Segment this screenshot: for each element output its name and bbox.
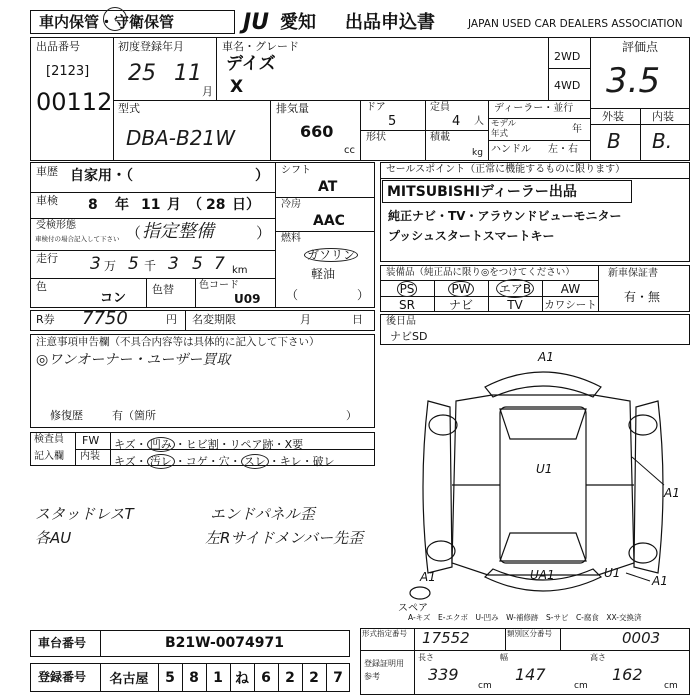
color-label: 色 — [36, 280, 47, 293]
first-registration-year: 25 — [128, 61, 156, 86]
capacity-label: 定員 — [430, 102, 450, 113]
rule — [30, 218, 276, 219]
car-name: デイズ — [226, 54, 276, 74]
term-separator: ・ — [218, 438, 230, 451]
fuel-label: 燃料 — [281, 233, 301, 244]
shift-label: シフト — [281, 165, 311, 176]
rule — [75, 432, 76, 466]
registration-char: 2 — [309, 669, 319, 686]
color-code-label: 色コード — [199, 280, 239, 291]
height-label: 高さ — [590, 653, 606, 662]
length-label: 長さ — [418, 653, 434, 662]
shift-value: AT — [318, 179, 338, 195]
association-name: JAPAN USED CAR DEALERS ASSOCIATION — [468, 18, 683, 30]
rule — [216, 37, 217, 100]
inspection-term: 破レ — [312, 455, 335, 468]
displacement-label: 排気量 — [276, 102, 309, 115]
width-label: 幅 — [500, 653, 508, 662]
rule — [30, 278, 276, 279]
lot-bracket-number: [2123] — [46, 64, 90, 79]
spare-label: スペア — [398, 603, 428, 614]
rule — [488, 100, 489, 161]
model-year-label-1: モデル — [491, 119, 517, 129]
damage-mark: A1 — [420, 570, 436, 584]
rule — [185, 310, 186, 331]
displacement-unit: cc — [344, 145, 355, 156]
transfer-month-unit: 月 — [300, 313, 311, 326]
rule — [275, 197, 375, 198]
registration-char: 2 — [285, 669, 295, 686]
color-change-label: 色替 — [152, 283, 174, 296]
chassis-number: B21W-0074971 — [165, 635, 284, 651]
repair-history-value: 有（箇所 — [112, 409, 156, 422]
handwritten-note: 各AU — [35, 529, 72, 547]
term-separator: ・ — [174, 438, 186, 451]
equipment-pw: PW — [448, 281, 473, 297]
mileage-unit: km — [232, 265, 248, 276]
equipment-sr: SR — [399, 297, 415, 312]
aircon-value: AAC — [313, 213, 345, 229]
sales-point-item: 純正ナビ・TV・アラウンドビューモニター — [388, 209, 622, 223]
sales-point-highlight-box — [382, 180, 632, 203]
width-unit: cm — [574, 681, 588, 691]
steering-options: 左・右 — [548, 144, 578, 155]
repair-history-label: 修復歴 — [50, 409, 83, 422]
handwritten-circle-mark — [103, 7, 127, 31]
inspector-interior-terms — [114, 452, 335, 468]
inspection-type-open: （ — [126, 224, 142, 242]
exterior-label: 外装 — [602, 110, 624, 123]
inspection-term: キズ — [114, 455, 136, 468]
mileage-digit: 7 — [214, 254, 225, 274]
inspection-term: 穴 — [218, 455, 230, 468]
windshield-outline — [500, 409, 586, 439]
inspection-expiry-month: 11 — [141, 197, 161, 213]
sales-points-header: セールスポイント（正常に機能するものに限ります） — [386, 164, 626, 175]
repair-history-close: ） — [346, 409, 357, 422]
registration-char: ね — [235, 670, 249, 687]
rule — [360, 650, 690, 651]
model-code: DBA-B21W — [126, 126, 235, 150]
lot-number: 00112 — [36, 88, 113, 116]
wheel-front-left — [429, 415, 457, 435]
fuel-diesel: 軽油 — [311, 267, 336, 281]
wheel-rear-left — [427, 541, 455, 561]
term-separator: ・ — [174, 455, 186, 468]
storage-label: 車内保管・守衛保管 — [39, 13, 175, 31]
rule — [30, 250, 276, 251]
aircon-label: 冷房 — [281, 199, 301, 210]
damage-mark: UA1 — [530, 568, 555, 582]
damage-map-diagram — [380, 345, 690, 615]
rear-window-outline — [500, 533, 586, 561]
chassis-label: 車台番号 — [38, 636, 87, 650]
recycle-unit: 円 — [166, 313, 177, 326]
registration-region: 名古屋 — [109, 672, 149, 687]
damage-legend: A-キズ E-エクボ U-凹み W-補修跡 S-サビ C-腐食 XX-交換済 — [408, 613, 642, 622]
length-unit: cm — [478, 681, 492, 691]
term-separator: ・ — [273, 438, 285, 451]
damage-mark: A1 — [652, 574, 668, 588]
rule — [505, 628, 506, 650]
model-code-label: 型式 — [118, 102, 140, 115]
width-value: 147 — [515, 665, 546, 684]
logo-region: 愛知 — [280, 12, 316, 33]
score-label: 評価点 — [622, 40, 659, 54]
fuel-other-open: （ — [286, 288, 299, 302]
inspection-term: キズ — [114, 438, 136, 451]
inspection-term: X要 — [284, 438, 304, 451]
recycle-amount: 7750 — [82, 308, 128, 329]
registration-char: 7 — [333, 669, 343, 686]
rule — [560, 628, 561, 650]
equipment-header: 装備品（純正品に限り◎をつけてください） — [386, 267, 575, 278]
rule — [195, 278, 196, 308]
equipment-ps: PS — [397, 281, 418, 297]
handwritten-note: エンドパネル歪 — [210, 505, 315, 523]
height-value: 162 — [612, 665, 643, 684]
class-number-label: 類別区分番号 — [507, 629, 552, 638]
inspection-expiry-month-unit: 月 — [167, 197, 181, 213]
rule — [100, 630, 101, 657]
inspection-expiry-day: 28 — [206, 197, 226, 213]
term-separator: ・ — [207, 455, 219, 468]
mileage-sen-unit: 千 — [144, 259, 157, 273]
inspection-term: リペア跡 — [229, 438, 274, 451]
exterior-grade: B — [607, 129, 621, 153]
mark-leader-line — [632, 457, 664, 485]
rule — [360, 130, 488, 131]
type-number: 17552 — [422, 629, 470, 647]
inspection-type-note: 車検付の場合記入して下さい — [35, 235, 120, 243]
transfer-day-unit: 日 — [352, 313, 363, 326]
first-registration-month: 11 — [174, 61, 202, 86]
mileage-digit: 3 — [168, 254, 179, 274]
car-name-label: 車名・グレード — [222, 40, 299, 53]
spare-tire-outline — [410, 587, 430, 599]
car-grade: X — [230, 77, 244, 97]
term-separator: ・ — [229, 455, 241, 468]
class-number: 0003 — [622, 629, 661, 647]
roof-outline — [500, 407, 586, 563]
inspection-expiry-year-unit: 年 — [115, 197, 129, 213]
rule — [640, 108, 641, 161]
sales-point-item: MITSUBISHIディーラー出品 — [387, 184, 577, 200]
inspector-exterior-terms — [114, 435, 303, 451]
capacity-value: 4 — [452, 114, 461, 129]
interior-label: 内装 — [652, 110, 674, 123]
rule — [110, 432, 111, 466]
damage-mark: A1 — [664, 486, 680, 500]
rule — [380, 178, 690, 179]
mileage-label: 走行 — [36, 252, 58, 265]
drive-2wd: 2WD — [554, 50, 581, 63]
inspector-interior-label: 内装 — [80, 451, 100, 462]
inspector-label-1: 検査員 — [34, 434, 64, 445]
mark-leader-line — [626, 573, 650, 581]
drive-4wd: 4WD — [554, 79, 581, 92]
front-bumper-outline — [485, 372, 601, 397]
score-value: 3.5 — [606, 61, 661, 101]
inspector-exterior-label: FW — [82, 434, 100, 447]
history-value: 自家用・（ — [70, 168, 133, 184]
inspection-expiry-day-unit: 日） — [232, 197, 260, 213]
term-separator: ・ — [301, 455, 313, 468]
inspection-term: スレ — [241, 454, 269, 469]
inspection-term: キレ — [279, 455, 302, 468]
notes-text: ◎ワンオーナー・ユーザー買取 — [36, 352, 231, 368]
inspector-label-2: 記入欄 — [34, 451, 64, 462]
inspection-type-close: ） — [256, 224, 272, 242]
fuel-gasoline: ガソリン — [304, 248, 358, 262]
mileage-digit: 5 — [192, 254, 203, 274]
rule — [270, 100, 271, 161]
rule — [30, 192, 276, 193]
term-separator: ・ — [135, 455, 147, 468]
inspection-term: ヒビ割 — [185, 438, 219, 451]
handwritten-note: 左Rサイドメンバー先歪 — [205, 529, 364, 547]
rule — [590, 37, 591, 161]
rule — [146, 278, 147, 308]
displacement-value: 660 — [300, 122, 334, 141]
form-title: 出品申込書 — [345, 12, 435, 33]
inspection-expiry-year: 8 — [88, 197, 98, 213]
recycle-label: R券 — [36, 313, 55, 326]
registration-label: 登録番号 — [38, 670, 87, 684]
damage-mark: U1 — [536, 462, 553, 476]
registration-char: 1 — [213, 669, 223, 686]
equipment-leather-seat: カワシート — [544, 299, 597, 311]
equipment-navi: ナビ — [448, 298, 473, 312]
mileage-man: 3 — [90, 254, 101, 274]
storage-box — [30, 10, 235, 34]
equipment-tv: TV — [507, 297, 523, 312]
wheel-front-right — [629, 415, 657, 435]
inspection-type-label: 受検形態 — [36, 220, 76, 231]
height-unit: cm — [664, 681, 678, 691]
later-items-label: 後日品 — [386, 316, 416, 327]
first-registration-label: 初度登録年月 — [118, 40, 184, 53]
length-value: 339 — [428, 665, 459, 684]
transfer-deadline-label: 名変期限 — [192, 313, 236, 326]
rule — [548, 68, 590, 69]
history-label: 車歴 — [36, 165, 58, 178]
doors-value: 5 — [388, 114, 397, 129]
rule — [488, 140, 590, 141]
first-registration-month-unit: 月 — [202, 85, 213, 98]
dealer-import-label: ディーラー・並行 — [494, 103, 574, 114]
damage-mark: U1 — [604, 566, 621, 580]
term-separator: ・ — [268, 455, 280, 468]
load-unit: kg — [472, 148, 483, 158]
inspection-expiry-open: （ — [188, 197, 202, 213]
rule — [113, 37, 114, 161]
fuel-other-close: ） — [357, 288, 370, 302]
reference-label-2: 参考 — [364, 672, 380, 681]
inspection-expiry-label: 車検 — [36, 194, 58, 207]
color-value: コン — [100, 291, 127, 306]
body-shape-label: 形状 — [366, 132, 386, 143]
doors-label: ドア — [366, 102, 386, 113]
logo-mark: JU — [243, 10, 270, 35]
handwritten-note: スタッドレスT — [35, 505, 134, 523]
term-separator: ・ — [135, 438, 147, 451]
registration-char: 8 — [189, 669, 199, 686]
reference-label-1: 登録証明用 — [364, 659, 404, 668]
inspection-term: 汚レ — [147, 454, 175, 469]
warranty-label: 新車保証書 — [608, 268, 658, 279]
right-side-outline — [634, 401, 663, 573]
sales-point-item: プッシュスタートスマートキー — [388, 229, 555, 243]
load-label: 積載 — [430, 132, 450, 143]
equipment-airbag: エアB — [496, 279, 534, 298]
color-code: U09 — [234, 292, 261, 306]
inspection-term: コゲ — [185, 455, 208, 468]
later-items-value: ナビSD — [390, 330, 428, 343]
rule — [113, 100, 590, 101]
capacity-unit: 人 — [474, 116, 484, 127]
equipment-aw: AW — [560, 281, 581, 296]
model-year-unit: 年 — [572, 124, 582, 135]
inspection-type-value: 指定整備 — [142, 221, 214, 242]
mileage-man-unit: 万 — [104, 259, 117, 273]
type-number-label: 形式指定番号 — [362, 629, 407, 638]
damage-mark: A1 — [538, 350, 554, 364]
rule — [414, 628, 415, 695]
inspection-term: 凹み — [147, 437, 175, 452]
history-close: ） — [255, 168, 269, 184]
mileage-sen: 5 — [128, 254, 139, 274]
warranty-options: 有・無 — [624, 290, 661, 304]
registration-char: 5 — [165, 669, 175, 686]
interior-grade: B. — [652, 129, 673, 153]
steering-label: ハンドル — [491, 144, 531, 155]
registration-char: 6 — [261, 669, 271, 686]
lot-label: 出品番号 — [36, 40, 80, 53]
notes-header: 注意事項申告欄（不具合内容等は具体的に記入して下さい） — [36, 336, 320, 348]
model-year-label-2: 年式 — [491, 129, 509, 139]
rule — [275, 231, 375, 232]
